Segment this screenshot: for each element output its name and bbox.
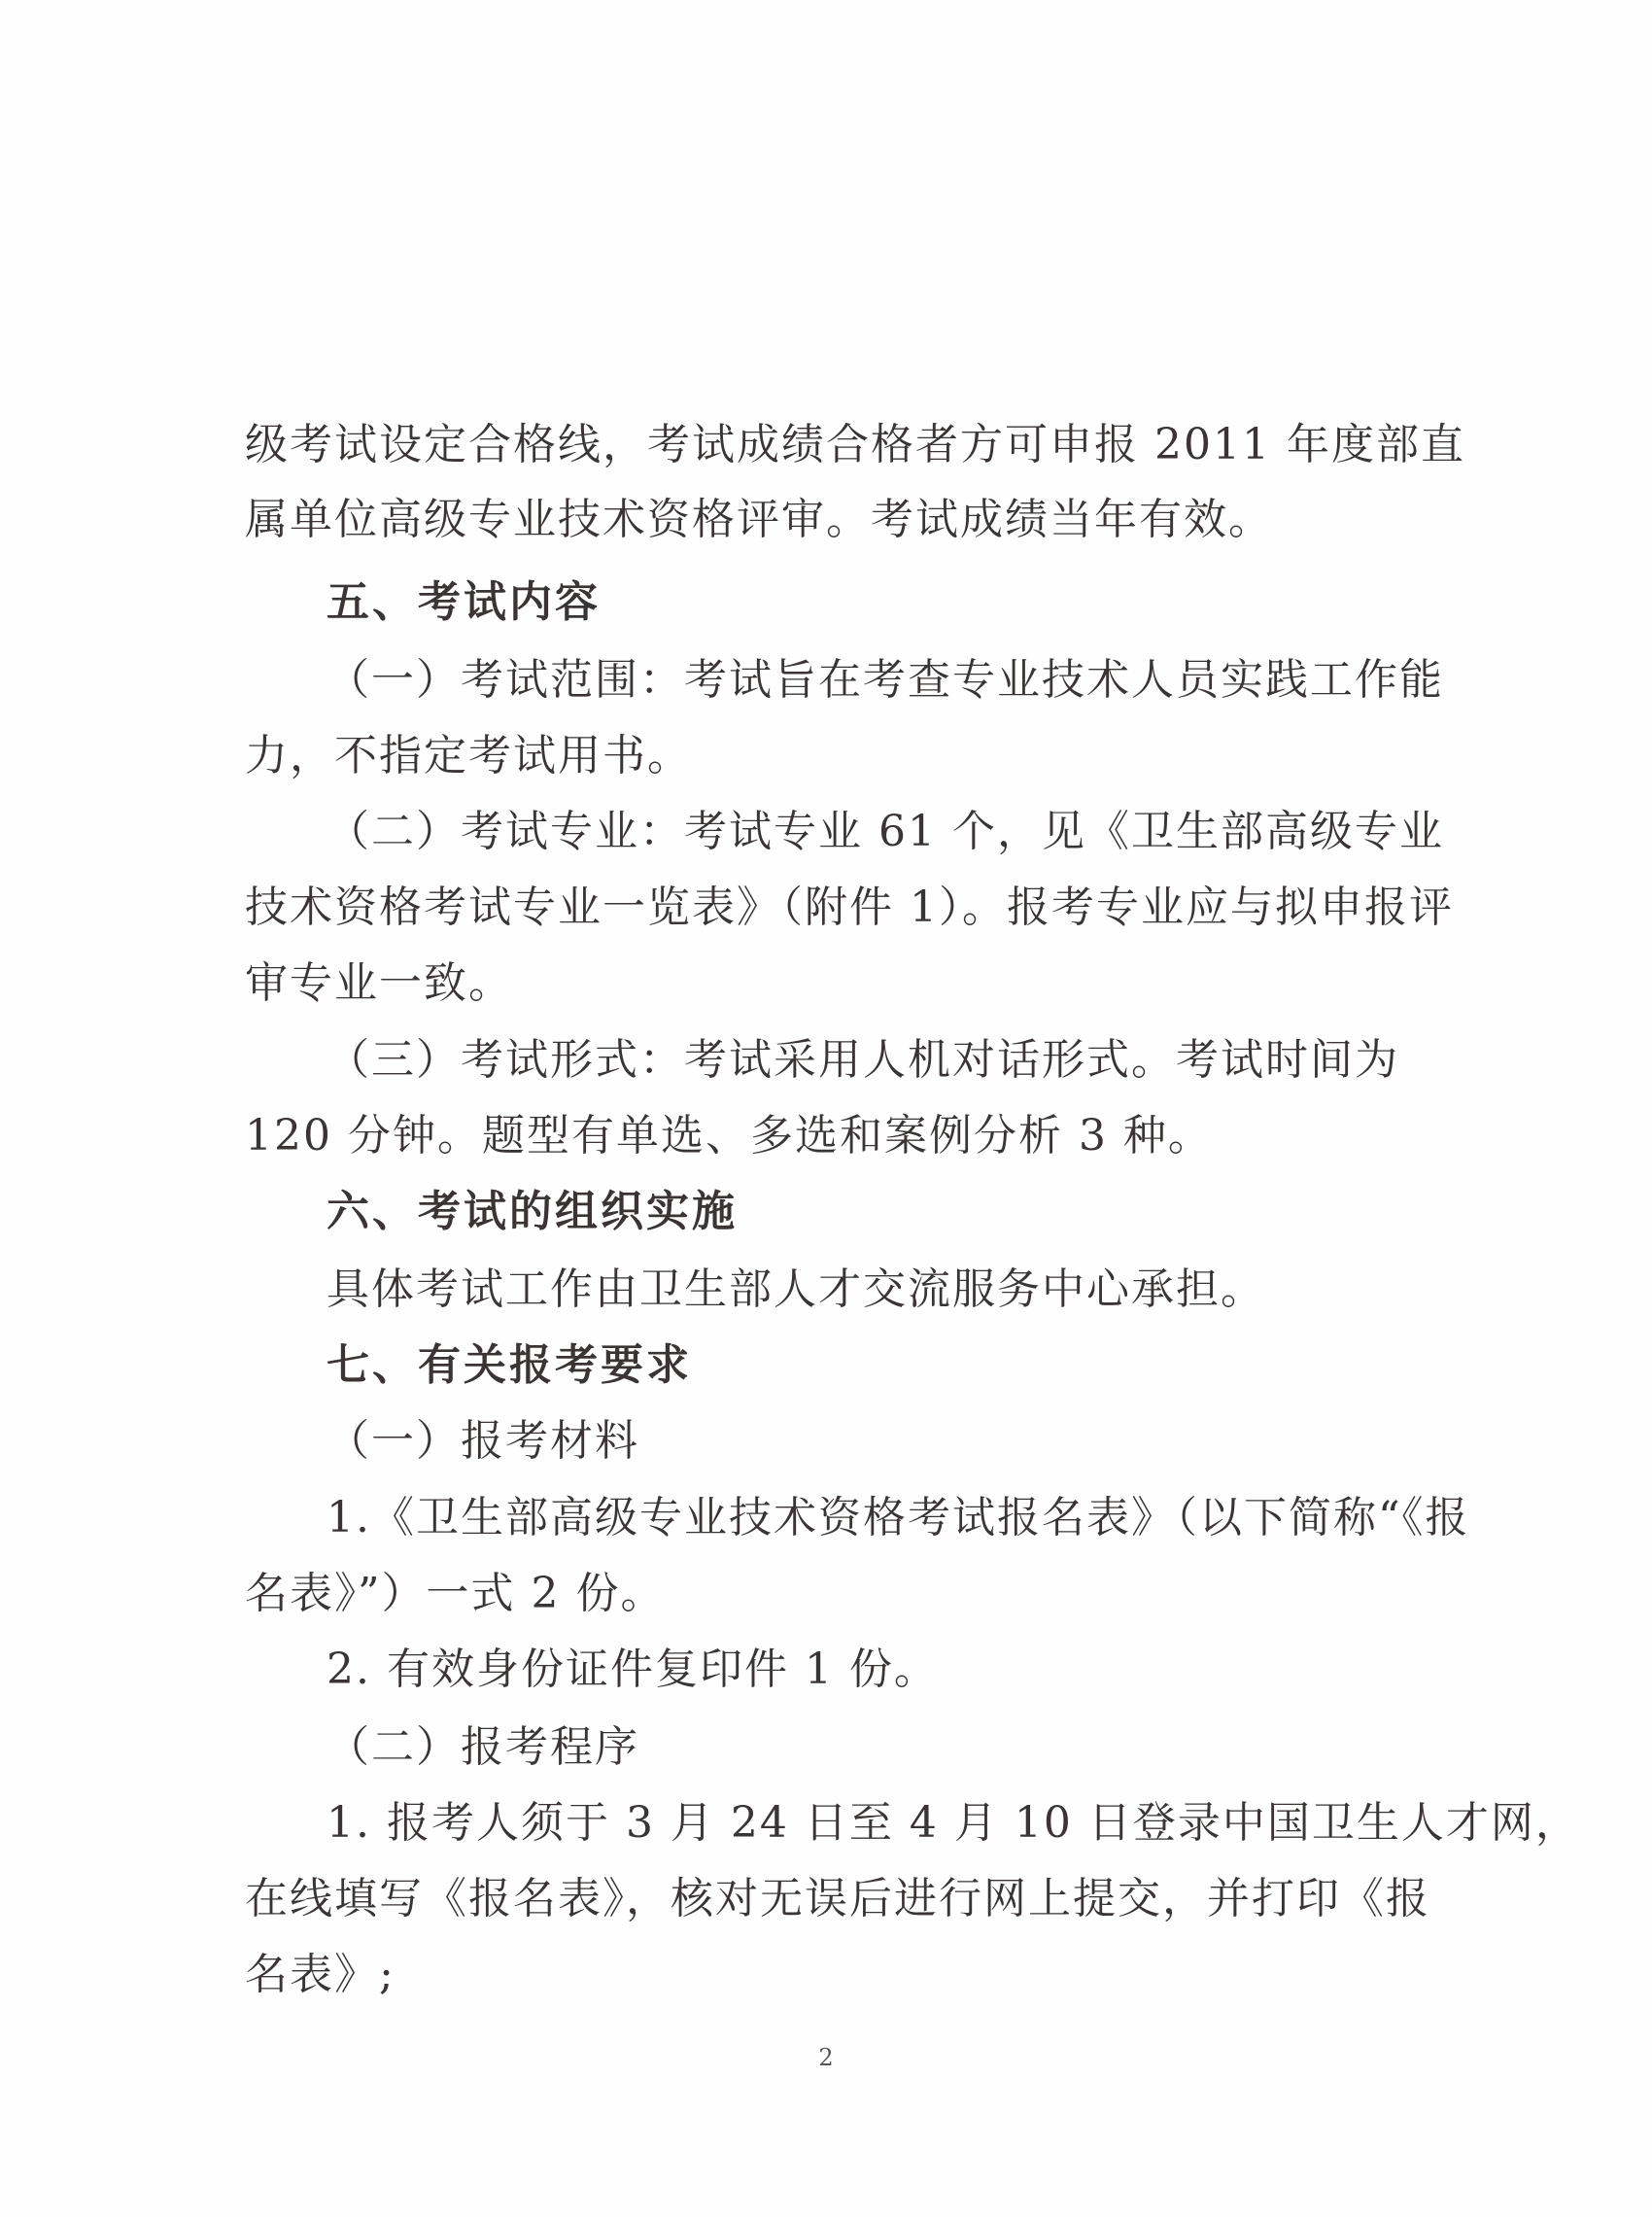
body-text-line: 1. 报考人须于 3 月 24 日至 4 月 10 日登录中国卫生人才网， <box>327 1798 1580 1848</box>
page-number: 2 <box>818 2044 834 2071</box>
section-heading-5: 五、考试内容 <box>327 577 601 627</box>
body-text-line: 审专业一致。 <box>245 958 513 1008</box>
body-text-line: 技术资格考试专业一览表》（附件 1）。报考专业应与拟申报评 <box>245 883 1454 932</box>
body-text-line: 力，不指定考试用书。 <box>245 731 692 780</box>
body-text-line: 在线填写《报名表》，核对无误后进行网上提交，并打印《报 <box>245 1874 1430 1923</box>
body-text-line: 2. 有效身份证件复印件 1 份。 <box>327 1645 939 1694</box>
section-heading-7: 七、有关报考要求 <box>327 1340 692 1390</box>
body-text-line: （三）考试形式：考试采用人机对话形式。考试时间为 <box>327 1035 1399 1085</box>
subsection-heading: （一）报考材料 <box>327 1416 639 1466</box>
body-text-line: 名表》; <box>245 1950 396 1999</box>
body-text-line: 名表》”）一式 2 份。 <box>245 1569 666 1618</box>
body-text-line: （二）考试专业：考试专业 61 个，见《卫生部高级专业 <box>327 807 1444 856</box>
body-text-line: 120 分钟。题型有单选、多选和案例分析 3 种。 <box>245 1111 1213 1160</box>
body-text-line: （一）考试范围：考试旨在考查专业技术人员实践工作能 <box>327 655 1444 705</box>
body-text-line: 具体考试工作由卫生部人才交流服务中心承担。 <box>327 1264 1265 1314</box>
section-heading-6: 六、考试的组织实施 <box>327 1187 738 1236</box>
body-text-line: 属单位高级专业技术资格评审。考试成绩当年有效。 <box>245 495 1273 544</box>
body-text-line: 1.《卫生部高级专业技术资格考试报名表》（以下简称“《报 <box>327 1493 1470 1542</box>
subsection-heading: （二）报考程序 <box>327 1722 639 1772</box>
body-text-line: 级考试设定合格线，考试成绩合格者方可申报 2011 年度部直 <box>245 420 1465 469</box>
